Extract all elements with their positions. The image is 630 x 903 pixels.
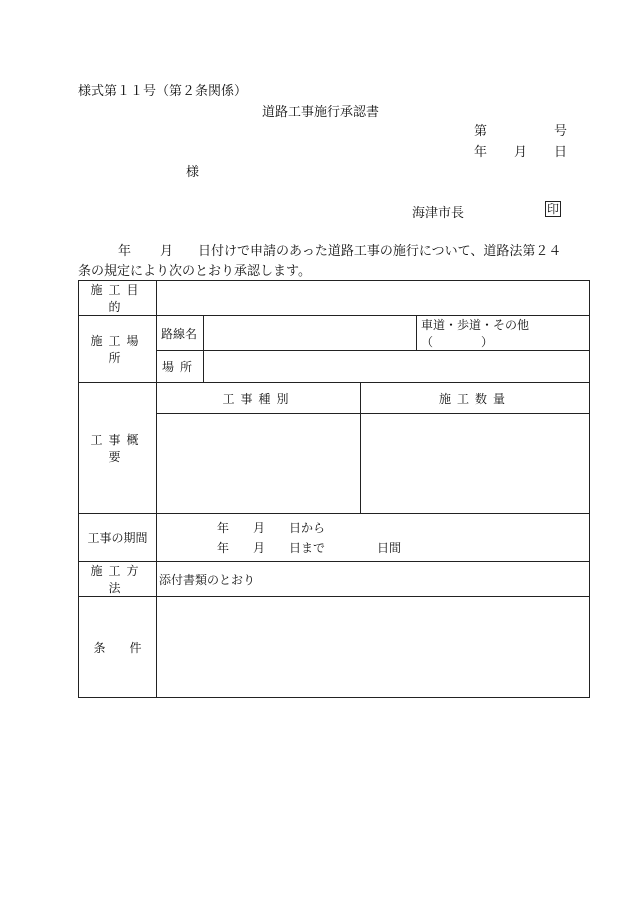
overview-label: 工事概要 xyxy=(79,383,157,514)
work-type-header: 工事種別 xyxy=(157,383,361,414)
body-line1: 日付けで申請のあった道路工事の施行について、道路法第２４ xyxy=(198,244,562,259)
issuer: 海津市長 xyxy=(412,206,465,221)
road-type: 車道・歩道・その他（ ） xyxy=(417,316,590,351)
addressee-sama: 様 xyxy=(186,165,200,180)
seal-mark xyxy=(545,200,561,217)
location-label: 施工場所 xyxy=(79,316,157,383)
approval-form-table xyxy=(78,280,590,698)
purpose-value xyxy=(157,281,590,316)
date-day: 日 xyxy=(554,145,568,160)
method-value: 添付書類のとおり xyxy=(157,562,590,597)
place-value xyxy=(204,351,590,383)
period-label: 工事の期間 xyxy=(79,514,157,562)
period-from: 年 月 日から xyxy=(217,520,326,535)
purpose-label: 施工目的 xyxy=(79,281,157,316)
body-month: 月 xyxy=(160,244,174,259)
place-label: 場所 xyxy=(157,351,204,383)
route-name-value xyxy=(204,316,417,351)
number-label-dai: 第 xyxy=(474,124,488,139)
number-label-go: 号 xyxy=(554,124,568,139)
quantity-value xyxy=(361,414,590,514)
document-title: 道路工事施行承認書 xyxy=(262,105,380,120)
period-value xyxy=(157,514,590,562)
body-year: 年 xyxy=(118,244,132,259)
date-year: 年 xyxy=(474,145,488,160)
period-days: 日間 xyxy=(377,540,402,555)
body-line2: 条の規定により次のとおり承認します。 xyxy=(78,264,311,279)
period-to: 年 月 日まで xyxy=(217,540,326,555)
conditions-value xyxy=(157,597,590,698)
conditions-label: 条 件 xyxy=(79,597,157,698)
seal-text: 印 xyxy=(547,202,560,216)
work-type-value xyxy=(157,414,361,514)
quantity-header: 施工数量 xyxy=(361,383,590,414)
method-label: 施工方法 xyxy=(79,562,157,597)
route-name-label: 路線名 xyxy=(157,316,204,351)
date-month: 月 xyxy=(514,145,528,160)
form-number: 様式第１１号（第２条関係） xyxy=(78,84,248,99)
